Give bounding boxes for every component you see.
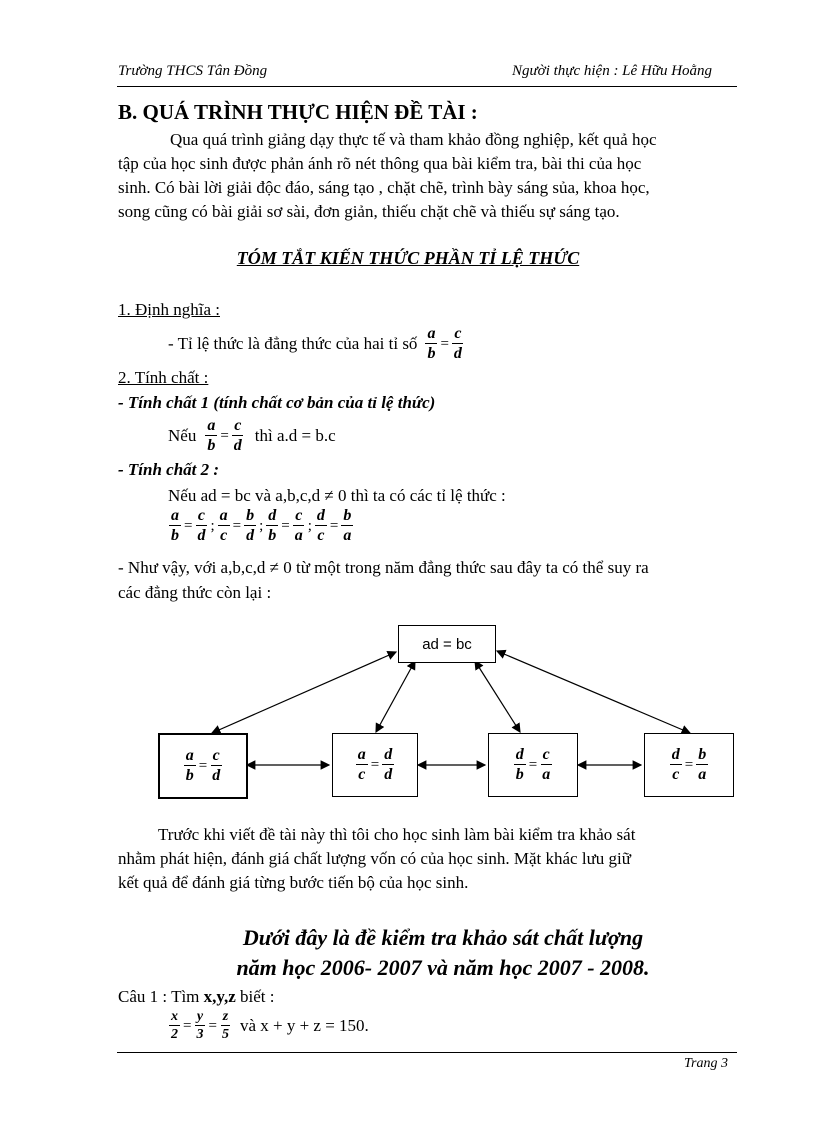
note-line-1: - Như vậy, với a,b,c,d ≠ 0 từ một trong năm đẳng thức sau đây ta có thể suy ra <box>118 558 649 577</box>
numerator: d <box>268 507 277 524</box>
numerator: b <box>698 746 707 763</box>
numerator: c <box>295 507 303 524</box>
condition-text: và x + y + z = 150. <box>239 1016 369 1035</box>
fraction-d-c <box>670 747 682 783</box>
known-word: biết : <box>240 987 275 1006</box>
numerator: c <box>542 746 550 763</box>
numerator: c <box>234 417 242 434</box>
properties-heading: 2. Tính chất : <box>118 368 209 387</box>
diagram-box-2 <box>332 733 418 797</box>
definition-text: - Tỉ lệ thức là đẳng thức của hai tỉ số <box>168 334 418 353</box>
denominator: c <box>220 527 228 544</box>
denominator: d <box>246 527 255 544</box>
denominator: b <box>171 527 179 544</box>
diagram-box-4 <box>644 733 734 797</box>
arrow-center-to-box2 <box>376 661 415 732</box>
fraction-c-a <box>540 747 552 783</box>
question-variables: x,y,z <box>203 987 236 1006</box>
property1-title: - Tính chất 1 (tính chất cơ bản của tỉ lệ thức) <box>118 393 436 412</box>
denominator: b <box>515 766 524 783</box>
closing-paragraph <box>118 823 750 895</box>
denominator: d <box>453 345 462 362</box>
denominator: d <box>384 766 393 783</box>
question1-heading <box>118 987 274 1007</box>
denominator: d <box>233 437 242 454</box>
equals-sign: = <box>684 756 694 773</box>
diagram-box-3 <box>488 733 578 797</box>
equals-sign: = <box>184 517 193 534</box>
denominator: a <box>294 527 303 544</box>
exam-title-line-1: Dưới đây là đề kiểm tra khảo sát chất lượng <box>242 925 644 950</box>
intro-line: Qua quá trình giảng dạy thực tế và tham khảo đồng nghiệp, kết quả học <box>170 130 657 149</box>
fraction-d-d <box>382 747 394 783</box>
numerator: y <box>196 1009 204 1024</box>
equals-sign: = <box>220 428 229 444</box>
equals-sign: = <box>281 517 290 534</box>
header-author: Người thực hiện : Lê Hữu Hoằng <box>512 63 713 79</box>
fraction-c-d <box>210 748 222 784</box>
intro-line: song cũng có bài giải sơ sài, đơn giản, thiếu chặt chẽ và thiếu sự sáng tạo. <box>118 202 620 221</box>
denominator: a <box>542 766 551 783</box>
fraction-z-5 <box>220 1010 231 1042</box>
numerator: d <box>515 746 524 763</box>
fraction-b-a <box>696 747 708 783</box>
summary-title: TÓM TẮT KIẾN THỨC PHẦN TỈ LỆ THỨC <box>236 248 580 268</box>
equals-sign: = <box>440 336 449 352</box>
if-word: Nếu <box>168 426 197 445</box>
equals-sign: = <box>528 756 538 773</box>
numerator: b <box>343 507 352 524</box>
denominator: c <box>672 766 680 783</box>
definition-heading: 1. Định nghĩa : <box>118 300 220 319</box>
intro-line: sinh. Có bài lời giải độc đáo, sáng tạo , chặt chẽ, trình bày sáng sủa, khoa học, <box>118 178 650 197</box>
numerator: a <box>185 747 194 764</box>
fraction-a-c <box>356 747 368 783</box>
denominator: b <box>207 437 216 454</box>
separator: ; <box>307 517 312 534</box>
property2-text: Nếu ad = bc và a,b,c,d ≠ 0 thì ta có các tỉ lệ thức : <box>168 486 506 505</box>
numerator: a <box>207 417 216 434</box>
page-number: Trang 3 <box>684 1056 728 1071</box>
numerator: a <box>427 325 436 342</box>
closing-line: nhằm phát hiện, đánh giá chất lượng vốn có của học sinh. Mặt khác lưu giữ <box>118 849 631 868</box>
equals-sign: = <box>183 1017 192 1034</box>
numerator: c <box>197 507 206 524</box>
property2-title: - Tính chất 2 : <box>118 460 220 479</box>
denominator: d <box>197 527 206 544</box>
diagram-box-1 <box>158 733 248 799</box>
closing-line: Trước khi viết đề tài này thì tôi cho học sinh làm bài kiểm tra khảo sát <box>158 825 636 844</box>
denominator: a <box>698 766 707 783</box>
denominator: 3 <box>196 1027 204 1042</box>
equals-sign: = <box>370 756 380 773</box>
note-line-2: các đẳng thức còn lại : <box>118 583 272 602</box>
denominator: b <box>185 767 194 784</box>
arrow-center-to-box4 <box>497 651 690 733</box>
footer-rule <box>117 1052 737 1053</box>
question-label: Câu 1 : <box>118 987 168 1006</box>
question1-equation <box>168 1010 369 1042</box>
denominator: a <box>343 527 352 544</box>
separator: ; <box>259 517 264 534</box>
denominator: c <box>358 766 366 783</box>
denominator: b <box>427 345 436 362</box>
arrow-center-to-box3 <box>475 661 520 732</box>
closing-line: kết quả để đánh giá từng bước tiến bộ của học sinh. <box>118 873 469 892</box>
fraction-x-2 <box>169 1010 180 1042</box>
arrow-center-to-box1 <box>212 652 396 733</box>
numerator: x <box>171 1009 178 1024</box>
numerator: c <box>454 325 462 342</box>
denominator: c <box>317 527 325 544</box>
equals-sign: = <box>232 517 242 534</box>
denominator: 2 <box>171 1027 178 1042</box>
numerator: a <box>357 746 366 763</box>
numerator: b <box>246 507 255 524</box>
denominator: 5 <box>221 1027 229 1042</box>
header-school: Trường THCS Tân Đồng <box>118 63 268 79</box>
diagram-center-box <box>398 625 496 663</box>
numerator: d <box>384 746 393 763</box>
numerator: d <box>671 746 680 763</box>
equals-sign: = <box>208 1017 217 1034</box>
then-text: thì a.d = b.c <box>254 426 336 445</box>
numerator: c <box>212 747 220 764</box>
section-title: B. QUÁ TRÌNH THỰC HIỆN ĐỀ TÀI : <box>118 100 478 124</box>
center-equation: ad = bc <box>422 635 472 653</box>
equals-sign: = <box>198 757 208 774</box>
denominator: b <box>268 527 277 544</box>
intro-line: tập của học sinh được phản ánh rõ nét thông qua bài kiểm tra, bài thi của học <box>118 154 642 173</box>
fraction-a-b <box>184 748 196 784</box>
fraction-y-3 <box>194 1010 205 1042</box>
numerator: a <box>219 507 228 524</box>
denominator: d <box>212 767 221 784</box>
equals-sign: = <box>329 517 339 534</box>
find-word: Tìm <box>171 987 200 1006</box>
numerator: z <box>222 1009 229 1024</box>
fraction-d-b <box>514 747 526 783</box>
numerator: d <box>316 507 325 524</box>
numerator: a <box>171 507 179 524</box>
exam-title-line-2: năm học 2006- 2007 và năm học 2007 - 2008. <box>236 955 650 980</box>
separator: ; <box>210 517 215 534</box>
